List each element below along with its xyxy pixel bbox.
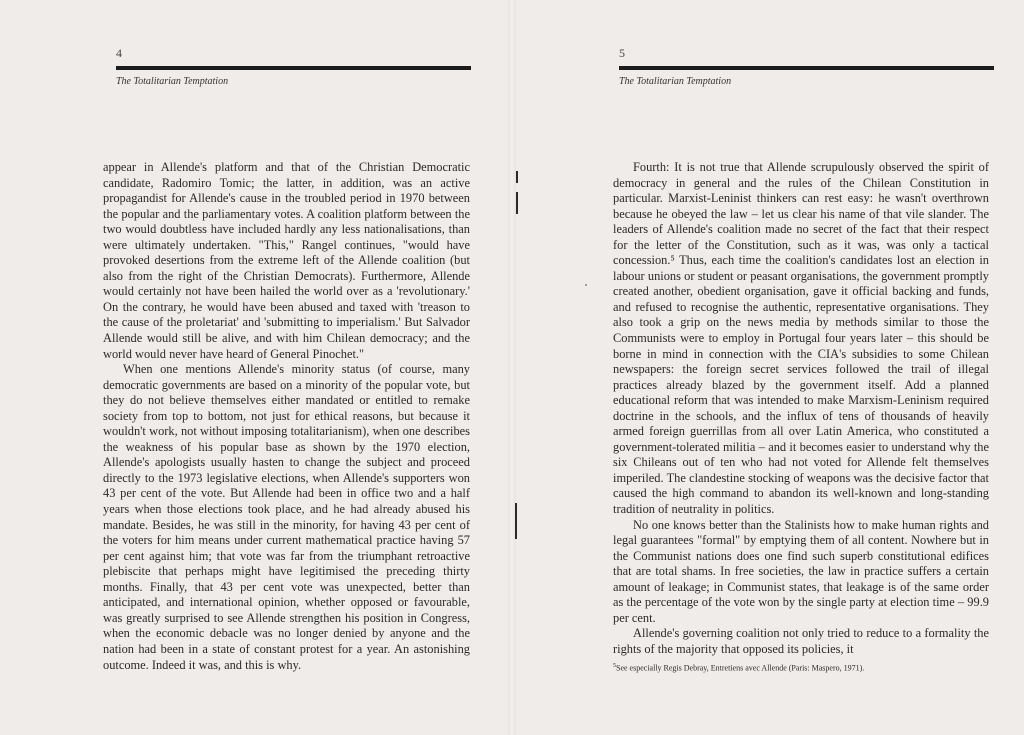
body-text: [613, 160, 989, 674]
footnote: [613, 660, 989, 675]
header-rule: [116, 66, 471, 70]
running-head: The Totalitarian Temptation: [619, 76, 732, 87]
paragraph: No one knows better than the Stalinists how to make human rights and legal guarantees "formal" by emptying them of all content. Nowhere but in the Communist nations does one find such superb constitutional edifices that are total shams. In free societies, the law in practice suffers a certain amount of leakage; in Communist states, that leakage is of the same order as the percentage of the vote won by the single party at election time – 99.9 per cent.: [613, 517, 989, 625]
page-number: 4: [116, 46, 122, 60]
body-text: [103, 160, 470, 673]
footnote-text: See especially Regis Debray, Entretiens avec Allende (Paris: Maspero, 1971).: [616, 663, 865, 673]
footnote-marker: 5: [613, 662, 616, 669]
paragraph: Fourth: It is not true that Allende scrupulously observed the spirit of democracy in general and the rules of the Chilean Constitution in particular. Marxist-Leninist thinkers can rest easy: he wasn't overthrown because he obeyed the law – let us clear his name of that vile slander. The leaders of Allende's coalition made no secret of the fact that their respect for the letter of the Constitution, such as it was, was only a tactical concession.⁵ Thus, each time the coalition's candidates lost an election in labour unions or student or peasant organisations, the government promptly created another, obedient organisation, gave it official backing and funds, and refused to recognise the authentic, representative organisations. They also took a grip on the news media by methods similar to those the Communists were to employ in Portugal four years later – this should be borne in mind in connection with the CIA's subsidies to some Chilean newspapers: the foreign secret services followed the trail of illegal practices already blazed by the government itself. Add a planned educational reform that was intended to make Marxism-Leninism required doctrine in the schools, and the influx of tens of thousands of heavily armed foreign guerrillas from all over Latin America, who constituted a government-tolerated militia – and it becomes easier to understand why the six Chileans out of ten who had not voted for Allende felt themselves imperiled. The clandestine stocking of weapons was the decisive factor that caused the high command to abandon its well-known and long-standing tradition of neutrality in politics.: [613, 160, 989, 517]
right-page: [512, 0, 1024, 735]
paragraph: appear in Allende's platform and that of the Christian Democratic candidate, Radomiro Tomic; the latter, in addition, was an active propagandist for Allende's cause in the troubled period in 1970 between the popular and the parliamentary votes. A coalition platform between the two would doubtless have included hardly any less nationalisations, than were ultimately undertaken. "This," Rangel continues, "would have provoked desertions from the extreme left of the Allende coalition (but also from the right of the Christian Democrats). Furthermore, Allende would certainly not have been hailed the world over as a 'revolutionary.' On the contrary, he would have been abused and taxed with 'treason to the cause of the proletariat' and 'submitting to imperialism.' But Salvador Allende would still be alive, and with him Chilean democracy; and the world would never have heard of General Pinochet.": [103, 160, 470, 361]
page-number: 5: [619, 46, 625, 60]
running-head: The Totalitarian Temptation: [116, 76, 229, 87]
header-rule: [619, 66, 994, 70]
paragraph: When one mentions Allende's minority status (of course, many democratic governments are based on a minority of the popular vote, but they do not believe themselves either mandated or entitled to remake society from top to bottom, not just for ethical reasons, but because it wouldn't work, not without imposing totalitarianism), when one describes the weakness of his popular base as shown by the 1970 election, Allende's apologists usually hasten to change the subject and proceed directly to the 1973 legislative elections, when Allende's supporters won 43 per cent of the vote. But Allende had been in office two and a half years when those elections took place, and he had already abused his mandate. Besides, he was still in the minority, for having 43 per cent of the voters for him means under current mathematical practice having 57 per cent against him; that vote was far from the triumphant retroactive plebiscite that perhaps might have legitimised the preceding thirty months. Finally, that 43 per cent vote was unexpected, better than anticipated, and international opinion, whether opposed or favourable, was greatly surprised to see Allende strengthen his position in Congress, when the economic debacle was no longer denied by anyone and the nation had been in a state of constant protest for a year. An astonishing outcome. Indeed it was, and this is why.: [103, 362, 470, 672]
paragraph: Allende's governing coalition not only tried to reduce to a formality the rights of the majority that opposed its policies, it: [613, 626, 989, 656]
